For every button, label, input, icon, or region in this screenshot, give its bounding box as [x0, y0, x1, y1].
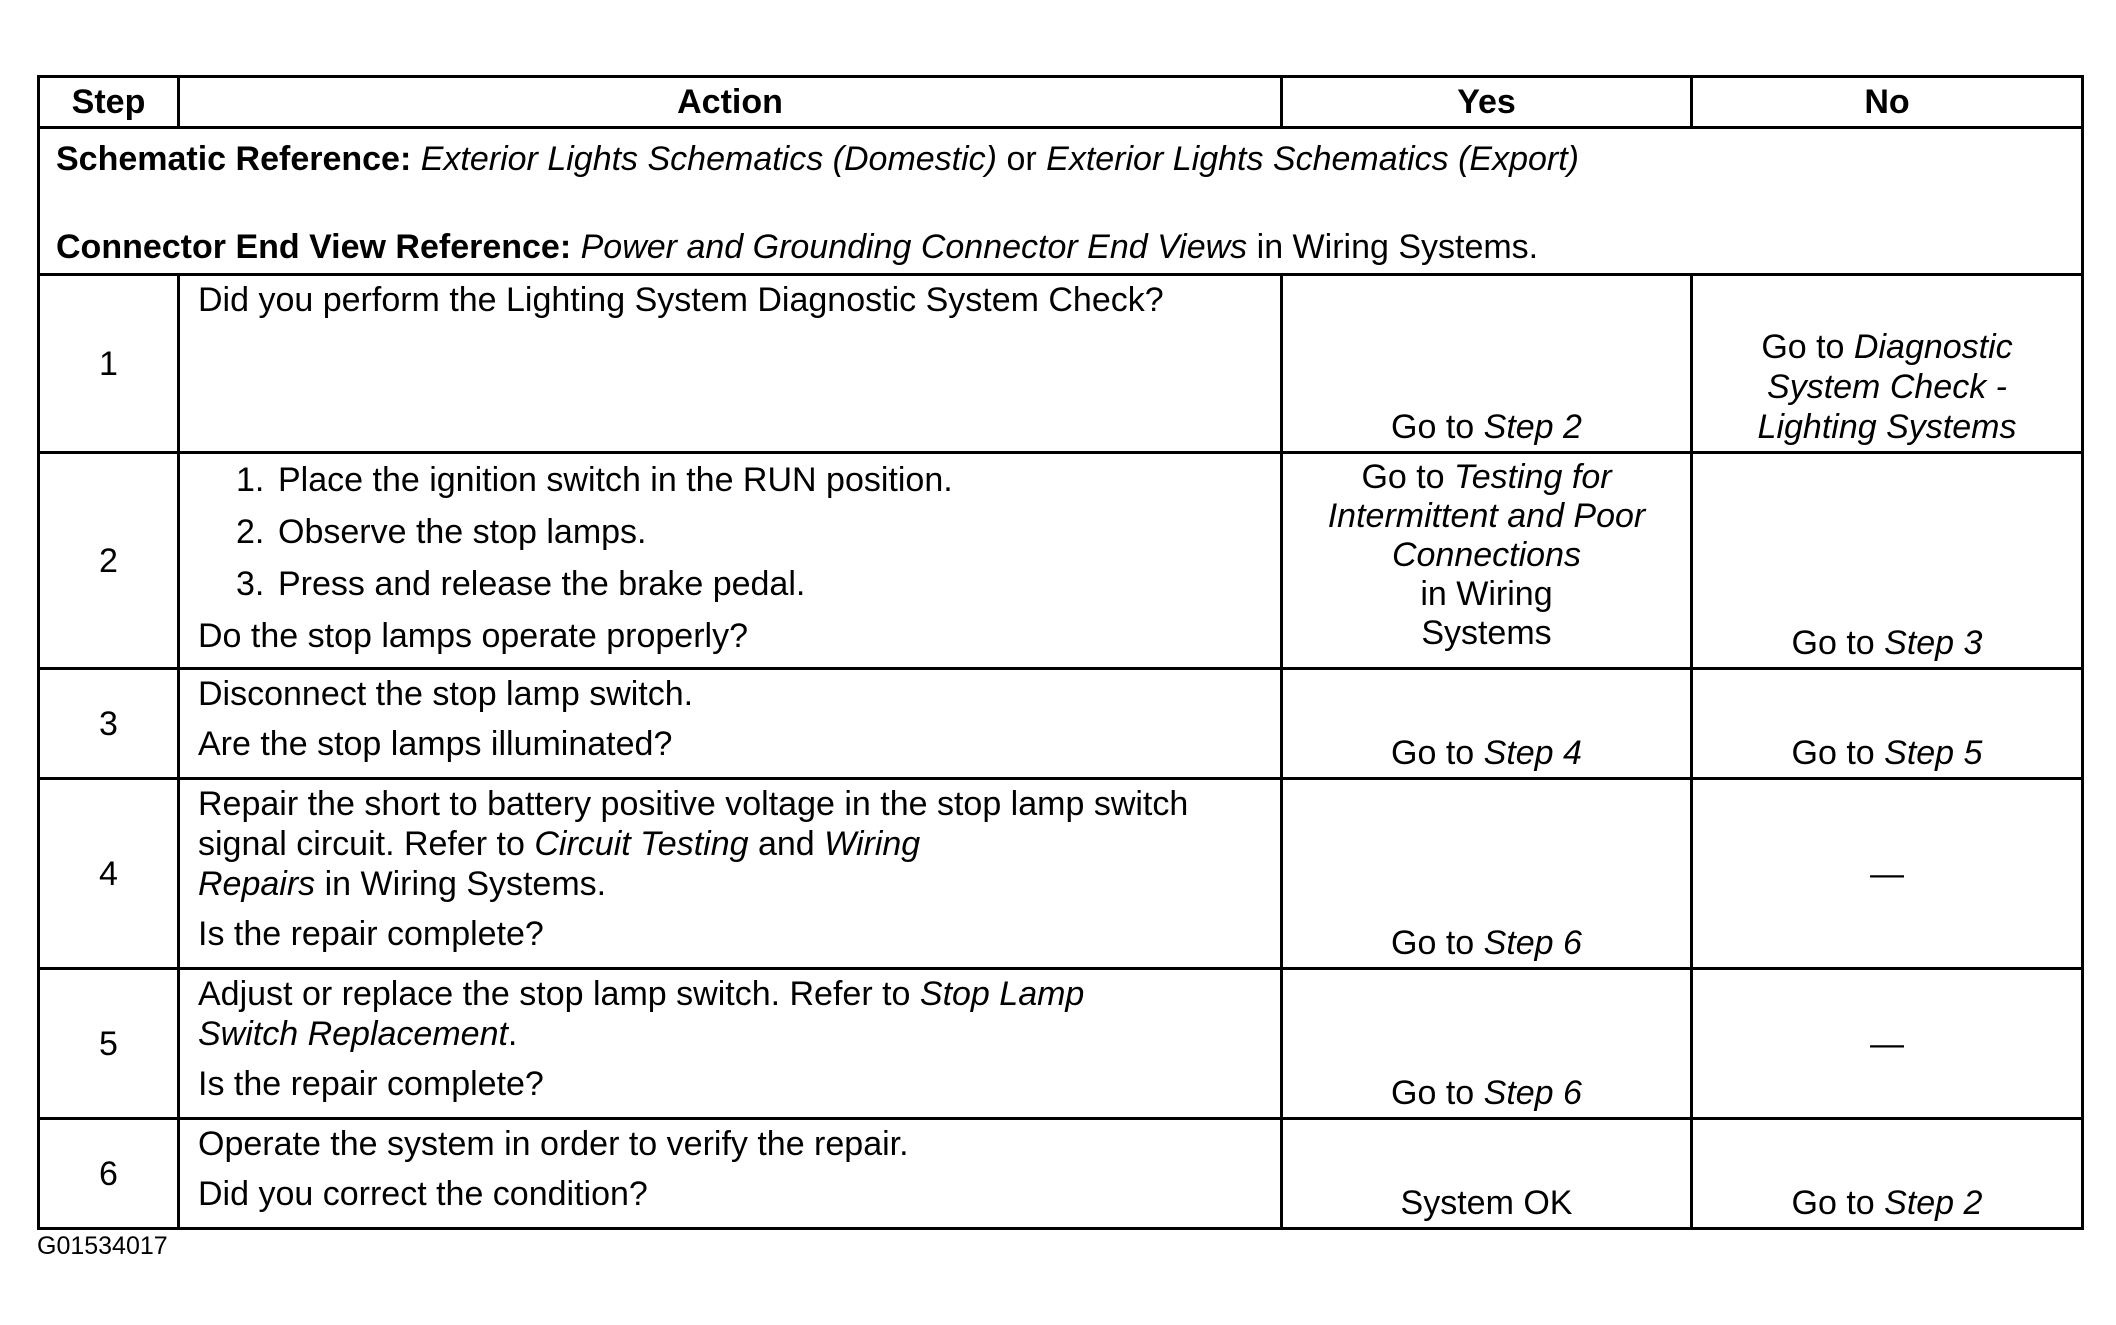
step-link[interactable]: Step 3 [1884, 624, 1983, 662]
header-step: Step [39, 77, 179, 128]
step-number: 3 [39, 669, 179, 779]
yes-cell [1282, 1119, 1692, 1229]
action-cell [179, 275, 1282, 453]
connector-reference [56, 227, 2065, 267]
action-text: Disconnect the stop lamp switch. [198, 675, 694, 713]
step-link[interactable]: Step 6 [1483, 924, 1582, 962]
step-number: 2 [39, 453, 179, 669]
step-number: 1 [39, 275, 179, 453]
question-text: Is the repair complete? [198, 1065, 544, 1103]
action-cell [179, 453, 1282, 669]
schematic-link-domestic[interactable]: Exterior Lights Schematics (Domestic) [420, 140, 998, 178]
question-text: Did you correct the condition? [198, 1175, 648, 1213]
list-item: 2. Observe the stop lamps. [236, 513, 647, 551]
wiring-repairs-link[interactable]: Wiring [824, 825, 921, 863]
schematic-or: or [997, 140, 1047, 178]
header-no: No [1692, 77, 2083, 128]
table-row [39, 1119, 2083, 1229]
diagnostic-link[interactable]: Diagnostic [1853, 328, 2013, 366]
step-link[interactable]: Step 2 [1884, 1184, 1983, 1222]
step-link[interactable]: Step 2 [1483, 408, 1582, 446]
reference-cell [39, 128, 2083, 275]
header-row [39, 77, 2083, 128]
step-number: 4 [39, 779, 179, 969]
table-row [39, 275, 2083, 453]
action-cell [179, 669, 1282, 779]
connector-reference-label: Connector End View Reference: [56, 228, 572, 266]
system-ok-text: System OK [1400, 1184, 1573, 1222]
question-text: Is the repair complete? [198, 915, 544, 953]
figure-id: G01534017 [37, 1232, 168, 1260]
dash: — [1870, 1024, 1904, 1063]
no-cell [1692, 779, 2083, 969]
schematic-reference [56, 139, 2065, 179]
action-cell: Adjust or replace the stop lamp switch. Refer to Stop Lamp Switch Replacement. Is the repair complete? [179, 969, 1282, 1119]
yes-cell: Go to Step 2 [1282, 275, 1692, 453]
question-text: Are the stop lamps illuminated? [198, 725, 673, 763]
connector-suffix: in Wiring Systems. [1247, 228, 1539, 266]
no-cell: Go to Step 2 [1692, 1119, 2083, 1229]
stop-lamp-switch-link[interactable]: Stop Lamp [919, 975, 1085, 1013]
action-text: Operate the system in order to verify the repair. [198, 1125, 909, 1163]
step-number: 6 [39, 1119, 179, 1229]
step-number: 5 [39, 969, 179, 1119]
step-link[interactable]: Step 4 [1483, 734, 1582, 772]
no-cell: Go to Diagnostic System Check - Lighting Systems [1692, 275, 2083, 453]
yes-cell: Go to Step 6 [1282, 969, 1692, 1119]
schematic-reference-label: Schematic Reference: [56, 140, 412, 178]
action-text: Did you perform the Lighting System Diagnostic System Check? [198, 281, 1164, 319]
no-cell [1692, 969, 2083, 1119]
no-cell: Go to Step 3 [1692, 453, 2083, 669]
action-cell [179, 1119, 1282, 1229]
substep-list [198, 460, 1264, 604]
table-row [39, 669, 2083, 779]
circuit-testing-link[interactable]: Circuit Testing [534, 825, 749, 863]
dash: — [1870, 854, 1904, 893]
yes-cell: Go to Step 6 [1282, 779, 1692, 969]
step-link[interactable]: Step 6 [1483, 1074, 1582, 1112]
header-action: Action [179, 77, 1282, 128]
reference-row [39, 128, 2083, 275]
action-cell: Repair the short to battery positive voltage in the stop lamp switch signal circuit. Refer to Circuit Testing and Wiring Repairs in Wiring Systems. Is the repair complete? [179, 779, 1282, 969]
list-item: 1. Place the ignition switch in the RUN position. [236, 461, 953, 499]
question-text: Do the stop lamps operate properly? [198, 617, 748, 655]
list-item: 3. Press and release the brake pedal. [236, 565, 806, 603]
step-link[interactable]: Step 5 [1884, 734, 1983, 772]
table-row [39, 779, 2083, 969]
yes-cell: Go to Testing for Intermittent and Poor Connections in Wiring Systems [1282, 453, 1692, 669]
table-row [39, 453, 2083, 669]
header-yes: Yes [1282, 77, 1692, 128]
testing-link[interactable]: Testing for [1454, 458, 1612, 496]
no-cell: Go to Step 5 [1692, 669, 2083, 779]
connector-link[interactable]: Power and Grounding Connector End Views [580, 228, 1248, 266]
table-row [39, 969, 2083, 1119]
diagnostic-table [37, 75, 2084, 1230]
schematic-link-export[interactable]: Exterior Lights Schematics (Export) [1046, 140, 1579, 178]
yes-cell: Go to Step 4 [1282, 669, 1692, 779]
